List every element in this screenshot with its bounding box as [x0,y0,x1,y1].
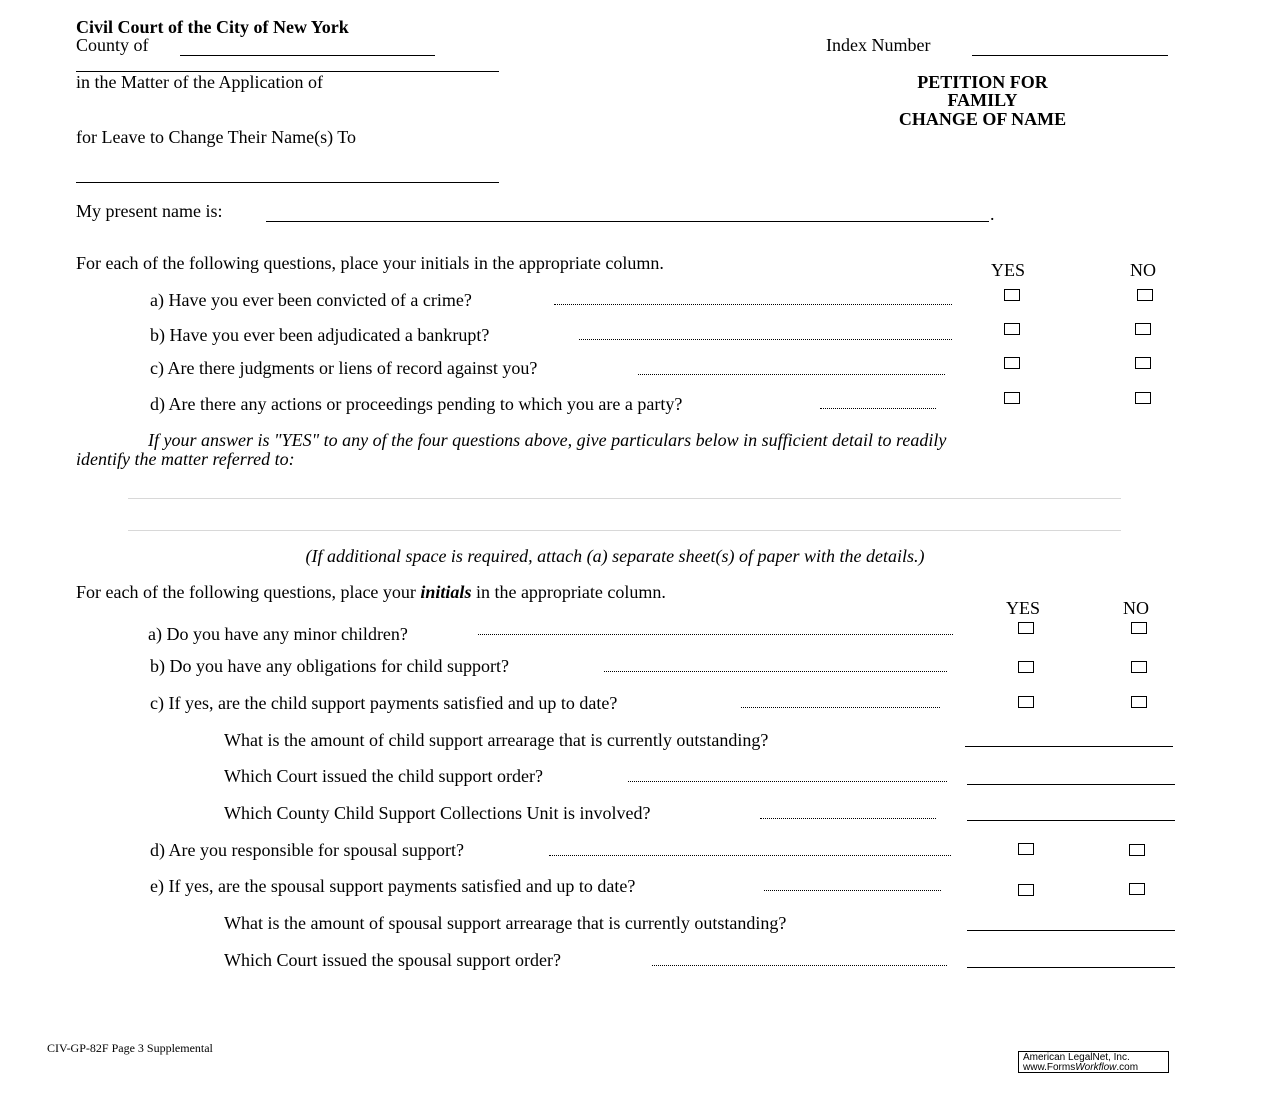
county-label: County of [76,35,149,55]
leader-dots [652,965,947,966]
leader-dots [741,707,940,708]
leader-dots [820,408,936,409]
county-field[interactable] [180,55,435,56]
leave-label: for Leave to Change Their Name(s) To [76,127,356,147]
child-support-court-field[interactable] [967,784,1175,785]
q2e-no-checkbox[interactable] [1129,883,1145,895]
q2a-no-checkbox[interactable] [1131,622,1147,634]
brand-line1: American LegalNet, Inc. [1023,1052,1130,1063]
collections-unit-field[interactable] [967,820,1175,821]
index-number-label: Index Number [826,35,931,55]
question-2b: b) Do you have any obligations for child support? [150,656,509,676]
leader-dots [764,890,941,891]
q2b-no-checkbox[interactable] [1131,661,1147,673]
leader-dots [760,818,936,819]
section1-instruction: For each of the following questions, place your initials in the appropriate column. [76,253,664,273]
particulars-instruction-line1: If your answer is "YES" to any of the four questions above, give particulars below in sufficient detail to readily [148,430,947,450]
leader-dots [478,634,953,635]
q2e-yes-checkbox[interactable] [1018,884,1034,896]
spousal-arrearage-field[interactable] [967,930,1175,931]
question-2e-court: Which Court issued the spousal support order? [224,950,561,970]
q2c-yes-checkbox[interactable] [1018,696,1034,708]
question-2e: e) If yes, are the spousal support payments satisfied and up to date? [150,876,636,896]
q1a-yes-checkbox[interactable] [1004,289,1020,301]
petition-title-line3: CHANGE OF NAME [898,109,1067,129]
court-title: Civil Court of the City of New York [76,17,349,37]
question-2c-collections-unit: Which County Child Support Collections Unit is involved? [224,803,651,823]
question-1c: c) Are there judgments or liens of record against you? [150,358,538,378]
spousal-support-court-field[interactable] [967,967,1175,968]
question-2c-court: Which Court issued the child support order? [224,766,543,786]
question-1b: b) Have you ever been adjudicated a bankrupt? [150,325,490,345]
question-2d: d) Are you responsible for spousal support? [150,840,464,860]
leader-dots [604,671,947,672]
american-legalnet-logo [1018,1051,1169,1073]
q2d-yes-checkbox[interactable] [1018,843,1034,855]
question-2e-arrearage: What is the amount of spousal support arrearage that is currently outstanding? [224,913,787,933]
question-2c-arrearage: What is the amount of child support arrearage that is currently outstanding? [224,730,769,750]
particulars-line-2[interactable] [128,530,1121,531]
q2a-yes-checkbox[interactable] [1018,622,1034,634]
section1-yes-header: YES [991,260,1026,280]
q1d-no-checkbox[interactable] [1135,392,1151,404]
question-1d: d) Are there any actions or proceedings pending to which you are a party? [150,394,683,414]
section2-no-header: NO [1123,598,1149,618]
leader-dots [554,304,952,305]
leader-dots [628,781,947,782]
present-name-field[interactable] [266,221,989,222]
q2c-no-checkbox[interactable] [1131,696,1147,708]
section2-instruction: For each of the following questions, place your initials in the appropriate column. [76,582,666,602]
q1c-yes-checkbox[interactable] [1004,357,1020,369]
question-2c: c) If yes, are the child support payments satisfied and up to date? [150,693,618,713]
form-id: CIV-GP-82F Page 3 Supplemental [47,1041,213,1055]
particulars-instruction-line2: identify the matter referred to: [76,449,295,469]
q2b-yes-checkbox[interactable] [1018,661,1034,673]
leader-dots [579,339,952,340]
question-1a: a) Have you ever been convicted of a crime? [150,290,472,310]
present-name-label: My present name is: [76,201,223,221]
new-name-field[interactable] [76,182,499,183]
petition-title-line2: FAMILY [947,90,1018,110]
q1b-no-checkbox[interactable] [1135,323,1151,335]
petition-title-line1: PETITION FOR [917,72,1048,92]
q1a-no-checkbox[interactable] [1137,289,1153,301]
leader-dots [549,855,951,856]
matter-label: in the Matter of the Application of [76,72,323,92]
section1-no-header: NO [1130,260,1156,280]
q2d-no-checkbox[interactable] [1129,844,1145,856]
leader-dots [638,374,945,375]
q1d-yes-checkbox[interactable] [1004,392,1020,404]
q1c-no-checkbox[interactable] [1135,357,1151,369]
present-name-period: . [990,204,995,224]
child-arrearage-field[interactable] [965,746,1173,747]
brand-line2: www.FormsWorkflow.com [1023,1062,1139,1073]
q1b-yes-checkbox[interactable] [1004,323,1020,335]
section2-yes-header: YES [1006,598,1041,618]
index-number-field[interactable] [972,55,1168,56]
question-2a: a) Do you have any minor children? [148,624,408,644]
additional-space-note: (If additional space is required, attach (a) separate sheet(s) of paper with the details.) [305,546,925,566]
particulars-line-1[interactable] [128,498,1121,499]
